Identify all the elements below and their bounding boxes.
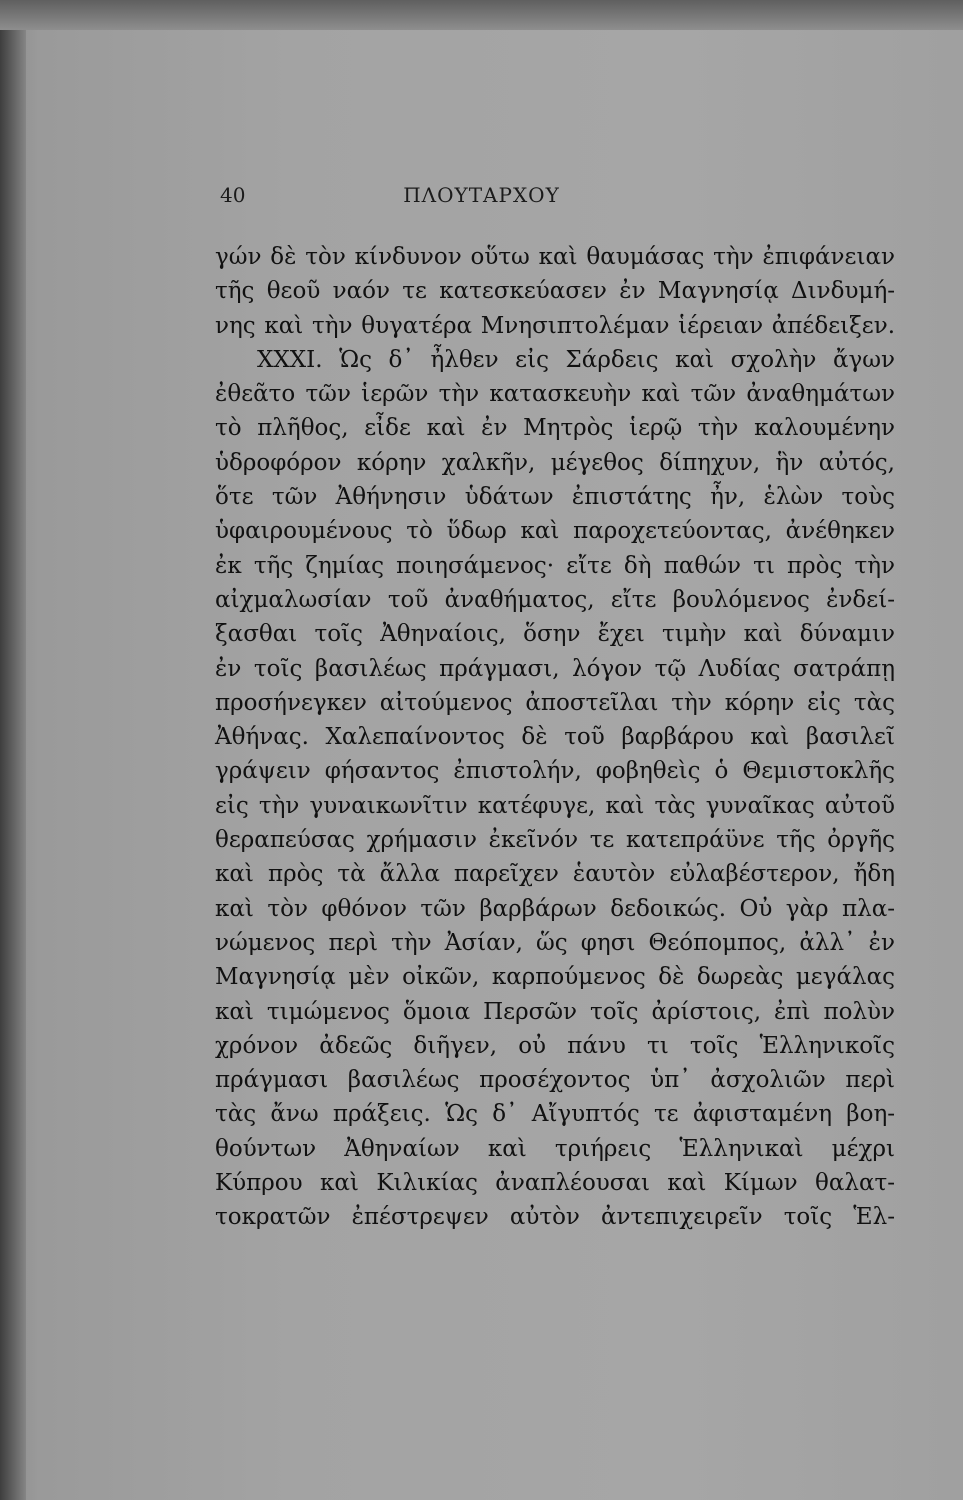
text-line: πράγμασι βασιλέως προσέχοντος ὑπ᾽ ἀσχολιῶν περὶ [215, 1067, 895, 1094]
chapter-start-line: XXXI. Ὡς δ᾽ ἦλθεν εἰς Σάρδεις καὶ σχολὴν ἄγων [257, 346, 895, 373]
running-title: ΠΛΟΥΤΑΡΧΟΥ [403, 183, 560, 207]
text-line: αἰχμαλωσίαν τοῦ ἀναθήματος, εἴτε βουλόμενος ἐνδεί- [215, 586, 895, 613]
text-line: ἐκ τῆς ζημίας ποιησάμενος· εἴτε δὴ παθών τι πρὸς τὴν [215, 552, 895, 579]
text-line: νης καὶ τὴν θυγατέρα Μνησιπτολέμαν ἱέρειαν ἀπέδειξεν. [215, 312, 895, 339]
text-line: θούντων Ἀθηναίων καὶ τριήρεις Ἑλληνικαὶ μέχρι [215, 1135, 895, 1162]
page-top-shadow [0, 0, 963, 30]
main-text-block [215, 240, 895, 1235]
text-line: χρόνον ἀδεῶς διῆγεν, οὐ πάνυ τι τοῖς Ἑλληνικοῖς [215, 1032, 895, 1059]
page-gutter-shadow [0, 0, 26, 1500]
text-line: καὶ τιμώμενος ὅμοια Περσῶν τοῖς ἀρίστοις, ἐπὶ πολὺν [215, 998, 895, 1025]
text-line: εἰς τὴν γυναικωνῖτιν κατέφυγε, καὶ τὰς γυναῖκας αὐτοῦ [215, 792, 895, 819]
text-line: τὸ πλῆθος, εἶδε καὶ ἐν Μητρὸς ἱερῷ τὴν καλουμένην [215, 415, 895, 442]
text-line: θεραπεύσας χρήμασιν ἐκεῖνόν τε κατεπράϋνε τῆς ὀργῆς [215, 827, 895, 854]
text-line: Ἀθήνας. Χαλεπαίνοντος δὲ τοῦ βαρβάρου καὶ βασιλεῖ [215, 724, 895, 751]
text-line: τὰς ἄνω πράξεις. Ὡς δ᾽ Αἴγυπτός τε ἀφισταμένη βοη- [215, 1101, 895, 1128]
text-line: γράψειν φήσαντος ἐπιστολήν, φοβηθεὶς ὁ Θεμιστοκλῆς [215, 758, 895, 785]
text-line: ὑφαιρουμένους τὸ ὕδωρ καὶ παροχετεύοντας, ἀνέθηκεν [215, 518, 895, 545]
text-line: νώμενος περὶ τὴν Ἀσίαν, ὥς φησι Θεόπομπος, ἀλλ᾽ ἐν [215, 929, 895, 956]
text-line: Κύπρου καὶ Κιλικίας ἀναπλέουσαι καὶ Κίμων θαλατ- [215, 1170, 895, 1197]
text-line: προσήνεγκεν αἰτούμενος ἀποστεῖλαι τὴν κόρην εἰς τὰς [215, 689, 895, 716]
text-line: ἐν τοῖς βασιλέως πράγμασι, λόγον τῷ Λυδίας σατράπῃ [215, 655, 895, 682]
text-line: τοκρατῶν ἐπέστρεψεν αὐτὸν ἀντεπιχειρεῖν τοῖς Ἑλ- [215, 1204, 895, 1231]
page-number: 40 [220, 183, 246, 207]
text-line: γών δὲ τὸν κίνδυνον οὕτω καὶ θαυμάσας τὴν ἐπιφάνειαν [215, 244, 895, 270]
text-line: ἐθεᾶτο τῶν ἱερῶν τὴν κατασκευὴν καὶ τῶν ἀναθημάτων [215, 381, 895, 408]
text-line: καὶ πρὸς τὰ ἄλλα παρεῖχεν ἑαυτὸν εὐλαβέστερον, ἤδη [215, 861, 895, 888]
text-line: καὶ τὸν φθόνον τῶν βαρβάρων δεδοικώς. Οὐ γὰρ πλα- [215, 895, 895, 922]
text-line: ὑδροφόρον κόρην χαλκῆν, μέγεθος δίπηχυν, ἣν αὐτός, [215, 449, 895, 476]
text-line: Μαγνησίᾳ μὲν οἰκῶν, καρπούμενος δὲ δωρεὰς μεγάλας [215, 964, 895, 991]
text-line: ὅτε τῶν Ἀθήνησιν ὑδάτων ἐπιστάτης ἦν, ἑλὼν τοὺς [215, 484, 895, 511]
text-line: ξασθαι τοῖς Ἀθηναίοις, ὅσην ἔχει τιμὴν καὶ δύναμιν [215, 621, 895, 648]
text-line: τῆς θεοῦ ναόν τε κατεσκεύασεν ἐν Μαγνησίᾳ Δινδυμή- [215, 278, 895, 305]
